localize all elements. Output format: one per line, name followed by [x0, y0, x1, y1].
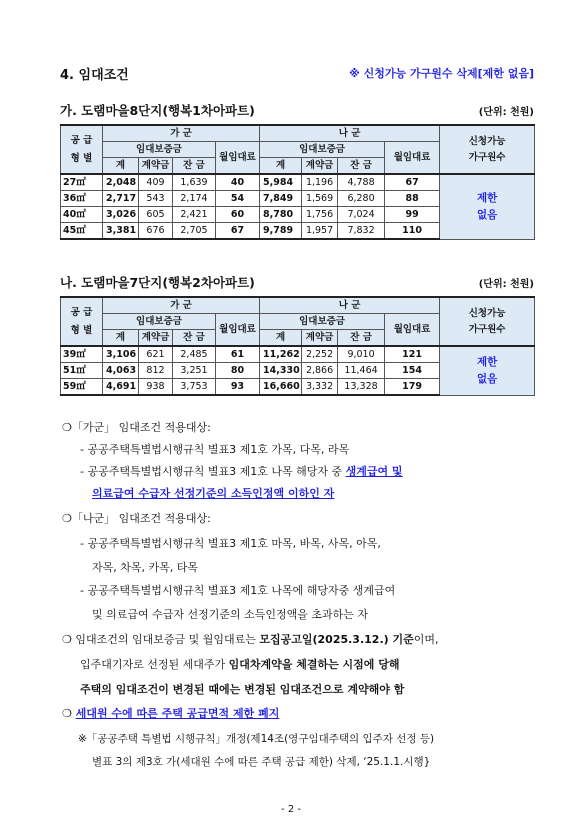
header-ga-deposit: 임대보증금: [103, 314, 216, 330]
table-row: 51㎡ 4,063 812 3,251 80 14,330 2,866 11,464 154: [61, 363, 535, 379]
header-na-balance: 잔 금: [338, 330, 385, 347]
condition-note-3: 주택의 임대조건이 변경된 때에는 변경된 임대조건으로 계약해야 함: [80, 683, 405, 696]
table-a-header: [60, 101, 534, 119]
table-row: 45㎡ 3,381 676 2,705 67 9,789 1,957 7,832 110: [61, 223, 535, 240]
table-row: 36㎡ 2,717 543 2,174 54 7,849 1,569 6,280 88: [61, 191, 535, 207]
ga-highlight: 생계급여 및: [345, 465, 403, 478]
header-ga-balance: 잔 금: [173, 158, 216, 175]
table-row: 27㎡ 2,048 409 1,639 40 5,984 1,196 4,788 67 제한 없음: [61, 174, 535, 191]
table-b-header: [60, 273, 534, 291]
header-apply-members: 신청가능 가구원수: [440, 297, 535, 346]
header-ga-rent: 월임대료: [216, 314, 260, 347]
header-ga-group: 가 군: [103, 297, 260, 314]
header-supply-type: 공 급 형 별: [61, 297, 103, 346]
header-na-total: 계: [260, 158, 302, 175]
reference-note-2: 별표 3의 제3호 가(세대원 수에 따른 주택 공급 제한) 삭제, ‘25.1.1.시행}: [92, 756, 431, 768]
limit-none-cell: 제한 없음: [440, 174, 535, 239]
header-ga-total: 계: [103, 158, 139, 175]
header-ga-contract: 계약금: [139, 158, 173, 175]
section-header: [60, 64, 534, 86]
na-group-item-1: - 공공주택특별법시행규칙 별표3 제1호 마목, 바목, 사목, 아목,: [80, 537, 381, 550]
table-row: 59㎡ 4,691 938 3,753 93 16,660 3,332 13,328 179: [61, 379, 535, 396]
ga-group-item-2: - 공공주택특별법시행규칙 별표3 제1호 나목 해당자 중 생계급여 및: [80, 465, 403, 478]
header-na-contract: 계약금: [302, 330, 338, 347]
header-ga-balance: 잔 금: [173, 330, 216, 347]
header-na-rent: 월임대료: [385, 142, 440, 175]
header-na-contract: 계약금: [302, 158, 338, 175]
header-na-group: 나 군: [260, 297, 440, 314]
header-na-group: 나 군: [260, 125, 440, 142]
ga-group-item-1: - 공공주택특별법시행규칙 별표3 제1호 가목, 다목, 라목: [80, 443, 350, 456]
table-a-unit: (단위: 천원): [478, 107, 534, 118]
rent-table-a: [60, 124, 535, 240]
ga-group-item-2-cont: 의료급여 수급자 선정기준의 소득인정액 이하인 자: [92, 487, 335, 500]
table-a-title: 가. 도램마을8단지(행복1차아파트): [60, 103, 255, 118]
section-note: ※ 신청가능 가구원수 삭제[제한 없음]: [349, 67, 534, 80]
header-ga-contract: 계약금: [139, 330, 173, 347]
condition-note-1: ❍ 임대조건의 임대보증금 및 월임대료는 모집공고일(2025.3.12.) 기준이며,: [62, 633, 439, 646]
header-na-total: 계: [260, 330, 302, 347]
na-group-item-1-cont: 자목, 차목, 카목, 타목: [92, 561, 198, 574]
header-ga-rent: 월임대료: [216, 142, 260, 175]
table-b-title: 나. 도램마을7단지(행복2차아파트): [60, 275, 255, 290]
reference-note-1: ※「공공주택 특별법 시행규칙」개정(제14조(영구임대주택의 입주자 선정 등): [78, 733, 435, 745]
section-title: 4. 임대조건: [60, 68, 129, 83]
header-ga-total: 계: [103, 330, 139, 347]
page-number: - 2 -: [281, 804, 301, 815]
ga-group-heading: ❍「가군」 임대조건 적용대상:: [62, 421, 211, 434]
table-row: 39㎡ 3,106 621 2,485 61 11,262 2,252 9,010 121 제한 없음: [61, 346, 535, 363]
condition-note-2: 입주대기자로 선정된 세대주가 임대차계약을 체결하는 시점에 당해: [80, 658, 400, 671]
rent-table-b: [60, 296, 535, 396]
table-b-unit: (단위: 천원): [478, 279, 534, 290]
header-apply-members: 신청가능 가구원수: [440, 125, 535, 174]
na-group-item-2-cont: 및 의료급여 수급자 선정기준의 소득인정액을 초과하는 자: [92, 608, 369, 621]
header-na-balance: 잔 금: [338, 158, 385, 175]
header-na-deposit: 임대보증금: [260, 142, 385, 158]
header-supply-type: 공 급 형 별: [61, 125, 103, 174]
table-row: 40㎡ 3,026 605 2,421 60 8,780 1,756 7,024 99: [61, 207, 535, 223]
na-group-heading: ❍「나군」 임대조건 적용대상:: [62, 512, 211, 525]
header-ga-deposit: 임대보증금: [103, 142, 216, 158]
abolition-note: ❍ 세대원 수에 따른 주택 공급면적 제한 폐지: [62, 707, 280, 720]
na-group-item-2: - 공공주택특별법시행규칙 별표3 제1호 나목에 해당자중 생계급여: [80, 584, 396, 597]
header-na-rent: 월임대료: [385, 314, 440, 347]
header-na-deposit: 임대보증금: [260, 314, 385, 330]
header-ga-group: 가 군: [103, 125, 260, 142]
limit-none-cell: 제한 없음: [440, 346, 535, 395]
